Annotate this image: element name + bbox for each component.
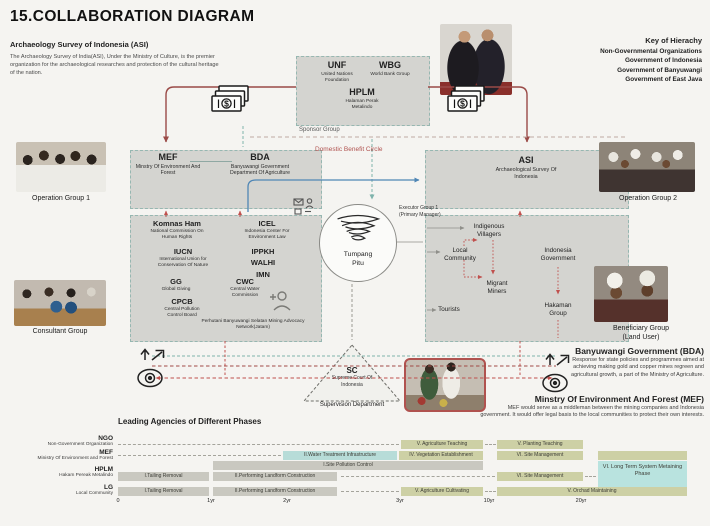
operation-group-2-label: Operation Group 2	[619, 195, 677, 202]
gantt-dash-line	[118, 444, 399, 445]
gantt-row-abbr: MEF	[99, 449, 113, 456]
tumpang-pitu-line2: Pitu	[352, 259, 364, 267]
gantt-bar: IV. Vegetation Establishment	[399, 451, 483, 460]
org-cpcb-name: Central Pollution Control Board	[164, 307, 200, 319]
page-title: 15.COLLABORATION DIAGRAM	[10, 8, 255, 25]
gantt-bar: II.Performing Landform Construction	[213, 472, 337, 481]
gantt-bar: VI. Long Term System Metaining Phase	[598, 461, 687, 487]
org-bda-abbr: BDA	[250, 152, 270, 162]
gantt-bar: I.Site Pollution Control	[213, 461, 483, 470]
gantt-dash-line	[341, 476, 495, 477]
asi-section-body: The Archaeology Survey of India(ASI), Under the Ministry of Culture, is the premier organization for the archaeological researches and protection of the cultural heritage of the nation.	[10, 54, 219, 77]
gantt-bar: V. Agriculture Cultivating	[401, 487, 483, 496]
executor-group-label-2: (Primary Manager)	[399, 212, 441, 218]
gantt-row-abbr: LG	[103, 484, 113, 491]
org-icel-name: Indonesia Center For Environment Law	[244, 229, 290, 241]
gantt-row-name: Hakam Pereak Metalindo	[59, 473, 113, 479]
org-icel-abbr: ICEL	[258, 219, 276, 228]
consultant-footnote-text: Perhutani Banyuwangi Selatan Mining Advocacy Network(Jatam)	[201, 319, 305, 330]
key-item-ngo: Non-Governmental Organizations	[600, 48, 702, 55]
org-gg-abbr: GG	[170, 277, 182, 286]
gantt-bar: V. Orchad Maintaining	[497, 487, 687, 496]
gantt-row-label	[0, 484, 113, 496]
org-hplm-abbr: HPLM	[349, 87, 375, 97]
gantt-row-name: Ministry Of Environment and Forest	[37, 456, 113, 462]
domestic-benefit-circle-label: Domestic Benefit Circle	[315, 146, 383, 153]
beneficiary-item-indigenous-villagers: Indigenous Villagers	[473, 223, 505, 238]
org-asi-abbr: ASI	[518, 155, 534, 165]
sponsor-group-label: Sponsor Group	[299, 127, 340, 133]
key-of-hierarchy-title: Key of Hierachy	[645, 36, 702, 45]
gantt-dash-line	[485, 444, 496, 445]
sc-name: Supreme Court Of Indonesia	[331, 375, 373, 388]
key-item-indonesia: Government of Indonesia	[624, 57, 702, 65]
gantt-bar: V. Agriculture Teaching	[401, 440, 483, 449]
gantt-tick-label: 2yr	[283, 498, 291, 504]
org-cpcb-abbr: CPCB	[171, 297, 193, 306]
sc-abbr: SC	[346, 366, 358, 375]
oversight-eye-icon-left	[135, 345, 173, 393]
gantt-bar: II.Water Treatment Infrastructure	[283, 451, 397, 460]
mef-note-body: MEF would serve as a middleman between the mining companies and Indonesia government. It would offer legal basis to the local communities to protect their own interests.	[480, 405, 704, 419]
add-person-icon	[268, 288, 292, 312]
org-cwc-name: Central Water Commission	[230, 287, 260, 299]
beneficiary-item-migrant-miners: Migrant Miners	[486, 280, 508, 295]
beneficiary-item-indonesia-government: Indonesia Government	[540, 247, 576, 262]
org-walhi: WALHI	[250, 258, 276, 268]
org-asi-name: Archaeological Survey Of Indonesia	[495, 166, 557, 180]
org-unf-name: United Nations Foundation	[321, 71, 353, 83]
gantt-dash-line	[585, 476, 596, 477]
org-komnas-name: National Commission On Human Rights	[150, 229, 204, 241]
asi-section-heading: Archaeology Survey of Indonesia (ASI)	[10, 40, 149, 49]
gantt-tick-label: 0	[116, 498, 120, 504]
org-iucn-abbr: IUCN	[173, 247, 193, 256]
gantt-tick-label: 3yr	[396, 498, 404, 504]
gantt-bar: V. Planting Teaching	[497, 440, 583, 449]
org-iucn-name: International Union for Conservation Of Nature	[157, 257, 209, 269]
beneficiary-item-local-community: Local Community	[444, 247, 476, 262]
mef-note-title: Minstry Of Environment And Forest (MEF)	[534, 394, 704, 404]
worker-contact-icon	[293, 197, 317, 217]
money-icon-left	[210, 84, 254, 120]
org-mef-name: Minstry Of Environment And Forest	[135, 163, 201, 177]
org-cwc-abbr: CWC	[236, 277, 254, 286]
org-mef-abbr: MEF	[158, 152, 178, 162]
gantt-bar: I.Tailing Removal	[118, 487, 209, 496]
gantt-tick-label: 1yr	[207, 498, 215, 504]
gantt-dash-line	[485, 491, 496, 492]
operation-group-1-label: Operation Group 1	[32, 195, 90, 202]
gantt-bar: VI. Site Management	[497, 451, 583, 460]
gantt-dash-line	[118, 455, 281, 456]
gantt-row-abbr: NGO	[98, 435, 113, 442]
gantt-row-label	[0, 449, 113, 461]
consultant-group-label: Consultant Group	[32, 328, 88, 335]
org-wbg-abbr: WBG	[379, 60, 401, 70]
org-imn: IMN	[256, 269, 270, 279]
gantt-row-label	[0, 466, 113, 478]
org-ippkh: IPPKH	[251, 247, 275, 256]
svg-text:$: $	[224, 98, 229, 109]
oversight-eye-icon-right	[540, 350, 578, 398]
bda-note-body: Response for state policies and programmes aimed at achieving making gold and copper mines regreen and agricultural growth, a part of the Ministry of Agriculture.	[571, 357, 704, 378]
beneficiary-group-sublabel: (Land User)	[622, 334, 660, 341]
gantt-row-abbr: HPLM	[94, 466, 113, 473]
gantt-tick-label: 10yr	[483, 498, 495, 504]
key-item-east-java: Government of East Java	[625, 75, 702, 83]
gantt-tick-label: 20yr	[575, 498, 587, 504]
gantt-bar: VI. Site Management	[497, 472, 583, 481]
org-hplm-name: Halaman Perak Metalindo	[345, 98, 379, 110]
gantt-bar: II.Performing Landform Construction	[213, 487, 337, 496]
beneficiary-item-tourists: Tourists	[438, 306, 460, 313]
gantt-title: Leading Agencies of Different Phases	[118, 417, 262, 426]
key-item-banyuwangi: Government of Banyuwangi	[617, 66, 702, 74]
bda-note-title: Banyuwangi Government (BDA)	[575, 346, 704, 356]
org-bda-name: Banyuwangi Government Department Of Agriculture	[230, 163, 290, 177]
org-gg-name: Global Giving	[161, 287, 191, 293]
supervision-department-label: Supervision Department	[319, 402, 385, 408]
gantt-row-name: Non-Government Organization	[47, 442, 113, 448]
org-komnas-abbr: Komnas Ham	[153, 219, 201, 228]
org-unf-abbr: UNF	[327, 60, 347, 70]
beneficiary-item-hakaman-group: Hakaman Group	[544, 302, 572, 317]
executor-group-label-1: Executor Group 1	[399, 205, 439, 211]
tumpang-pitu-line1: Tumpang	[343, 251, 373, 258]
gantt-dash-line	[341, 491, 399, 492]
money-icon-right	[446, 84, 490, 120]
svg-text:$: $	[460, 98, 465, 109]
gantt-row-name: Local Community	[75, 491, 113, 497]
org-wbg-name: World Bank Group	[370, 71, 410, 77]
gantt-row-label	[0, 435, 113, 447]
beneficiary-group-label: Beneficiary Group	[612, 325, 670, 332]
gantt-bar: I.Tailing Removal	[118, 472, 209, 481]
gantt-bar	[598, 451, 687, 460]
